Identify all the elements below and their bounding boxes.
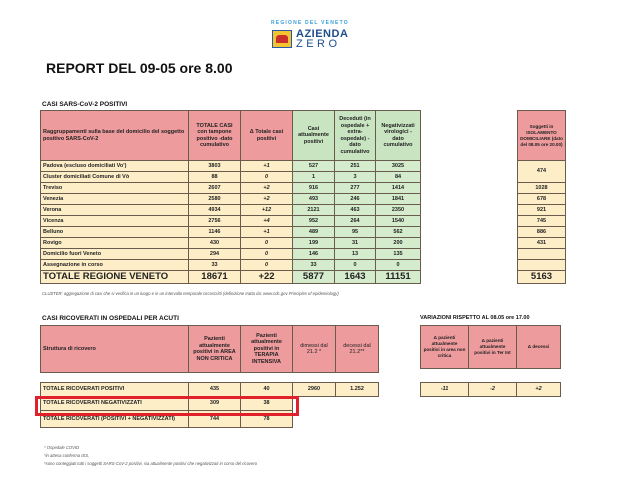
cell-area: Rovigo [41, 238, 189, 249]
table-row [41, 161, 421, 172]
col-header-attuali: Casi attualmente positivi [293, 111, 335, 161]
cell-attuali: 1 [293, 172, 335, 183]
isolation-total: 5163 [518, 271, 566, 284]
cell-totale: 430 [189, 238, 241, 249]
cell-attuali: 916 [293, 183, 335, 194]
cell-delta: +12 [241, 205, 293, 216]
cell-totale: 1146 [189, 227, 241, 238]
cell-negativizzati: 562 [376, 227, 421, 238]
table-row [41, 260, 421, 271]
cell-deceduti: 0 [335, 260, 376, 271]
cell-deceduti: 463 [335, 205, 376, 216]
value-dimessi: 2960 [293, 383, 336, 397]
col-header-struttura: Struttura di ricovero [41, 326, 189, 373]
cell-negativizzati: 3025 [376, 161, 421, 172]
positive-cases-section-title: CASI SARS-CoV-2 POSITIVI [42, 101, 128, 108]
value-non-critica: 435 [189, 383, 241, 397]
cell-totale: 294 [189, 249, 241, 260]
table-row [41, 194, 421, 205]
cell-delta: +2 [241, 183, 293, 194]
col-header-delta-ter-int: Δ pazienti attualmente positivi in Ter Int [469, 326, 517, 369]
cell-deceduti: 277 [335, 183, 376, 194]
table-row [41, 183, 421, 194]
cell-attuali: 146 [293, 249, 335, 260]
hospital-header-table [40, 325, 379, 373]
cluster-footnote: CLUSTER: aggregazione di casi che si verifica in un luogo e in un intervallo temporale circoscritti (definizione tratta da: www.cdc.gov Principles of epidemiology) [42, 291, 339, 296]
variations-section-title: VARIAZIONI RISPETTO AL 08.05 ore 17.00 [420, 315, 530, 321]
cell-area: Domicilio fuori Veneto [41, 249, 189, 260]
cell-totale: 33 [189, 260, 241, 271]
col-header-negativizzati: Negativizzati virologici - dato cumulativo [376, 111, 421, 161]
cell-negativizzati: 2350 [376, 205, 421, 216]
cell-totale: 2756 [189, 216, 241, 227]
cell-deceduti: 13 [335, 249, 376, 260]
cell-negativizzati: 200 [376, 238, 421, 249]
col-header-decessi: decessi dal 21.2** [336, 326, 379, 373]
total-delta: +22 [241, 271, 293, 284]
value-decessi: 1.252 [336, 383, 379, 397]
cell-totale: 3803 [189, 161, 241, 172]
isolation-value [518, 249, 566, 260]
cell-deceduti: 264 [335, 216, 376, 227]
table-row [41, 227, 421, 238]
col-header-delta-decessi: Δ decessi [517, 326, 561, 369]
cell-attuali: 493 [293, 194, 335, 205]
cell-totale: 2607 [189, 183, 241, 194]
table-row [41, 249, 421, 260]
table-row-total [41, 271, 421, 284]
cell-deceduti: 31 [335, 238, 376, 249]
value-terapia-intensiva: 78 [241, 411, 293, 428]
note-ospedale-covid: * Ospedale COVID [44, 445, 80, 450]
isolation-header: Soggetti in ISOLAMENTO DOMICILIARE (dato del 08.05 ore 20.00) [518, 111, 566, 161]
isolation-value [518, 260, 566, 271]
isolation-table [517, 110, 566, 284]
total-attuali: 5877 [293, 271, 335, 284]
col-header-non-critica: Pazienti attualmente positivi in AREA NON CRITICA [189, 326, 241, 373]
cell-attuali: 527 [293, 161, 335, 172]
isolation-value: 745 [518, 216, 566, 227]
cell-delta: +2 [241, 194, 293, 205]
value-delta-ter-int: -2 [469, 383, 517, 397]
total-negativizzati: 11151 [376, 271, 421, 284]
cell-attuali: 952 [293, 216, 335, 227]
cell-totale: 88 [189, 172, 241, 183]
cell-delta: +1 [241, 161, 293, 172]
variations-values-table [420, 382, 561, 397]
col-header-deceduti: Deceduti (in ospedale + extra-ospedale) - dato cumulativo [335, 111, 376, 161]
cell-area: Belluno [41, 227, 189, 238]
cell-totale: 2580 [189, 194, 241, 205]
total-area: TOTALE REGIONE VENETO [41, 271, 189, 284]
cell-delta: +1 [241, 227, 293, 238]
col-header-dimessi: dimessi dal 21.2 * [293, 326, 336, 373]
cell-attuali: 489 [293, 227, 335, 238]
cell-area: Padova (escluso domiciliati Vo') [41, 161, 189, 172]
isolation-value: 431 [518, 238, 566, 249]
total-deceduti: 1643 [335, 271, 376, 284]
org-name-line2: ZERO [296, 38, 341, 50]
cell-attuali: 2121 [293, 205, 335, 216]
isolation-value: 678 [518, 194, 566, 205]
cell-deceduti: 3 [335, 172, 376, 183]
row-label: TOTALE RICOVERATI (POSITIVI + NEGATIVIZZATI) [41, 411, 189, 428]
region-label: REGIONE DEL VENETO [271, 20, 349, 26]
report-title: REPORT DEL 09-05 ore 8.00 [46, 60, 233, 76]
positive-cases-table [40, 110, 421, 284]
value-terapia-intensiva: 40 [241, 383, 293, 397]
cell-area: Venezia [41, 194, 189, 205]
col-header-area: Raggruppamenti sulla base del domicilio del soggetto positivo SARS-CoV-2 [41, 111, 189, 161]
note-conteggio: *sono conteggiati tutti i soggetti SARS-CoV-2 positivi, sia attualmente positivi che negativizzati in corso del ricovero [44, 461, 258, 466]
cell-negativizzati: 84 [376, 172, 421, 183]
isolation-value: 474 [518, 161, 566, 183]
isolation-value: 886 [518, 227, 566, 238]
cell-attuali: 199 [293, 238, 335, 249]
col-header-totale: TOTALE CASI con tampone positivo -dato cumulativo [189, 111, 241, 161]
highlight-box [35, 396, 299, 416]
cell-delta: 0 [241, 249, 293, 260]
value-non-critica: 744 [189, 411, 241, 428]
row-label: TOTALE RICOVERATI NEGATIVIZZATI [41, 397, 189, 411]
cell-area: Cluster domiciliati Comune di Vò [41, 172, 189, 183]
cell-deceduti: 251 [335, 161, 376, 172]
table-row [41, 172, 421, 183]
cell-deceduti: 95 [335, 227, 376, 238]
value-terapia-intensiva: 38 [241, 397, 293, 411]
cell-negativizzati: 1414 [376, 183, 421, 194]
value-delta-decessi: +2 [517, 383, 561, 397]
cell-negativizzati: 1540 [376, 216, 421, 227]
isolation-value: 921 [518, 205, 566, 216]
value-delta-non-critica: -11 [421, 383, 469, 397]
cell-deceduti: 246 [335, 194, 376, 205]
org-logo [296, 29, 348, 49]
cell-negativizzati: 1841 [376, 194, 421, 205]
row-label: TOTALE RICOVERATI POSITIVI [41, 383, 189, 397]
cell-negativizzati: 135 [376, 249, 421, 260]
table-row-ricoverati-positivi [41, 383, 379, 397]
cell-attuali: 33 [293, 260, 335, 271]
cell-area: Verona [41, 205, 189, 216]
org-name-line1: AZIENDA [296, 28, 349, 40]
cell-delta: 0 [241, 238, 293, 249]
lion-logo-icon [272, 30, 292, 48]
isolation-value: 1028 [518, 183, 566, 194]
variations-header-table [420, 325, 561, 369]
cell-area: Assegnazione in corso [41, 260, 189, 271]
hospital-section-title: CASI RICOVERATI IN OSPEDALI PER ACUTI [42, 315, 179, 322]
cell-totale: 4934 [189, 205, 241, 216]
table-row [41, 238, 421, 249]
cell-delta: +4 [241, 216, 293, 227]
col-header-delta: Δ Totale casi positivi [241, 111, 293, 161]
cell-delta: 0 [241, 260, 293, 271]
cell-area: Vicenza [41, 216, 189, 227]
cell-area: Treviso [41, 183, 189, 194]
cell-negativizzati: 0 [376, 260, 421, 271]
table-row [41, 216, 421, 227]
total-totale: 18671 [189, 271, 241, 284]
value-non-critica: 309 [189, 397, 241, 411]
note-attesa-iss: *in attesa conferma ISS, [44, 453, 90, 458]
cell-delta: 0 [241, 172, 293, 183]
col-header-delta-non-critica: Δ pazienti attualmente positivi in area non critica [421, 326, 469, 369]
table-row [41, 205, 421, 216]
col-header-terapia-intensiva: Pazienti attualmente positivi in TERAPIA INTENSIVA [241, 326, 293, 373]
